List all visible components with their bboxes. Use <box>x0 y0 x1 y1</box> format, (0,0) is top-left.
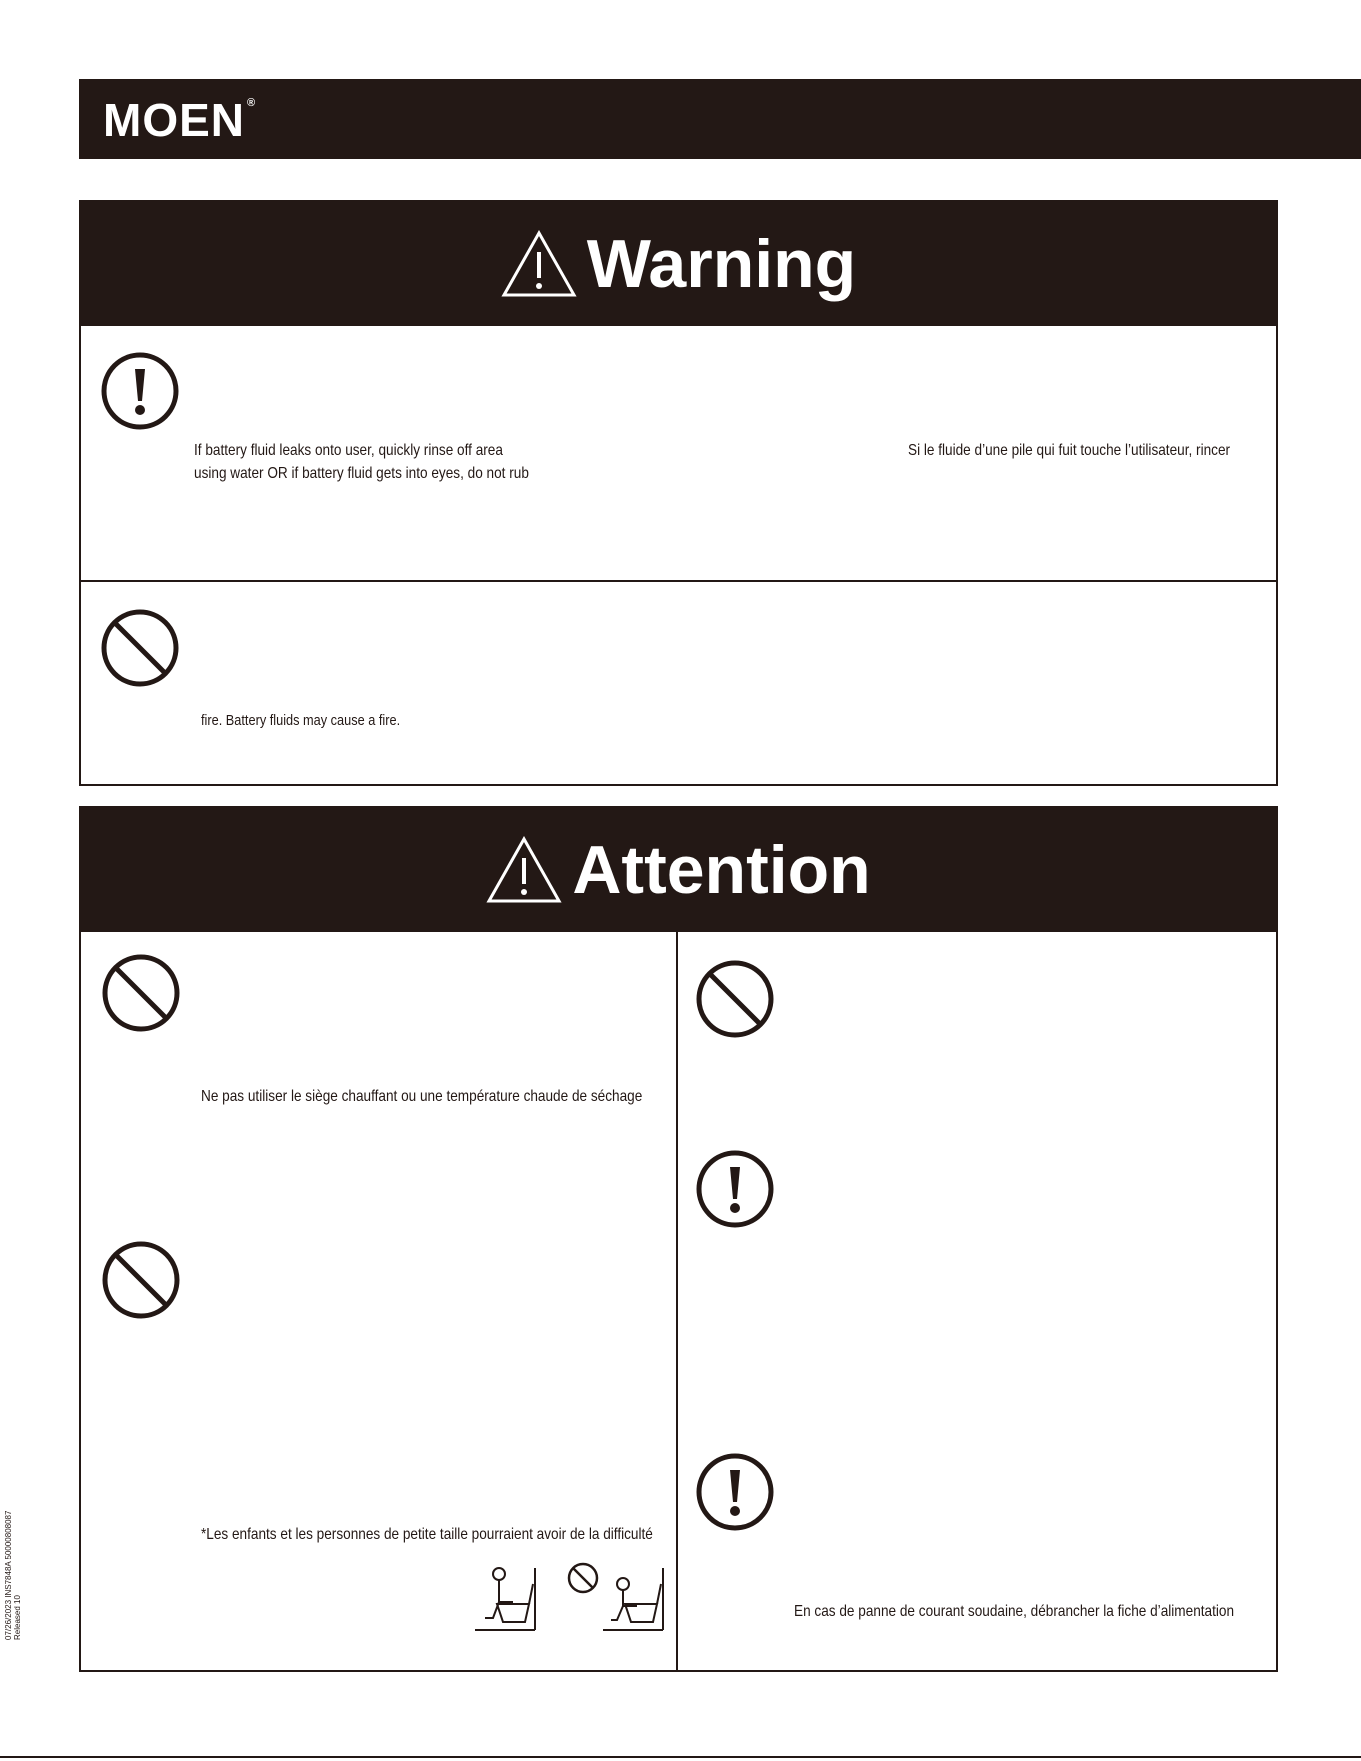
warning-triangle-icon <box>486 836 562 904</box>
warning-header <box>81 202 1276 326</box>
seated-person-correct-pictogram <box>469 1560 539 1632</box>
warning-box <box>79 200 1278 786</box>
attention-title: Attention <box>572 832 871 908</box>
attention-header <box>81 808 1276 932</box>
prohibited-icon <box>101 1240 181 1320</box>
attention-box <box>79 806 1278 1672</box>
prohibited-icon <box>695 959 775 1039</box>
seated-person-prohibited-pictogram <box>567 1560 667 1632</box>
warning-en-line-3: fire. Battery fluids may cause a fire. <box>201 712 401 729</box>
exclamation-icon <box>695 1452 775 1532</box>
exclamation-icon <box>695 1149 775 1229</box>
bottom-rule <box>0 1756 1361 1758</box>
warning-en-line-2: using water OR if battery fluid gets into eyes, do not rub <box>194 465 529 482</box>
warning-title: Warning <box>586 226 857 302</box>
document-code-line-1: 07/26/2023 INS7848A 50000808087 <box>4 1510 13 1640</box>
warning-divider <box>81 580 1276 582</box>
warning-triangle-icon <box>501 230 577 298</box>
prohibited-icon <box>100 608 180 688</box>
brand-logo-text: MOEN <box>103 94 245 146</box>
attention-column-divider <box>676 932 678 1670</box>
attention-left-line-2: *Les enfants et les personnes de petite taille pourraient avoir de la difficulté <box>201 1526 653 1543</box>
document-code <box>4 1511 22 1640</box>
brand-logo <box>103 93 256 147</box>
prohibited-icon <box>101 953 181 1033</box>
warning-fr-line-1: Si le fluide d’une pile qui fuit touche l’utilisateur, rincer <box>908 442 1231 459</box>
registered-mark: ® <box>247 97 257 109</box>
document-code-line-2: Released 10 <box>13 1595 22 1640</box>
warning-en-line-1: If battery fluid leaks onto user, quickly rinse off area <box>194 442 503 459</box>
exclamation-icon <box>100 351 180 431</box>
attention-right-line-1: En cas de panne de courant soudaine, débrancher la fiche d’alimentation <box>794 1603 1235 1620</box>
brand-bar <box>79 79 1361 159</box>
attention-left-line-1: Ne pas utiliser le siège chauffant ou une température chaude de séchage <box>201 1088 643 1105</box>
